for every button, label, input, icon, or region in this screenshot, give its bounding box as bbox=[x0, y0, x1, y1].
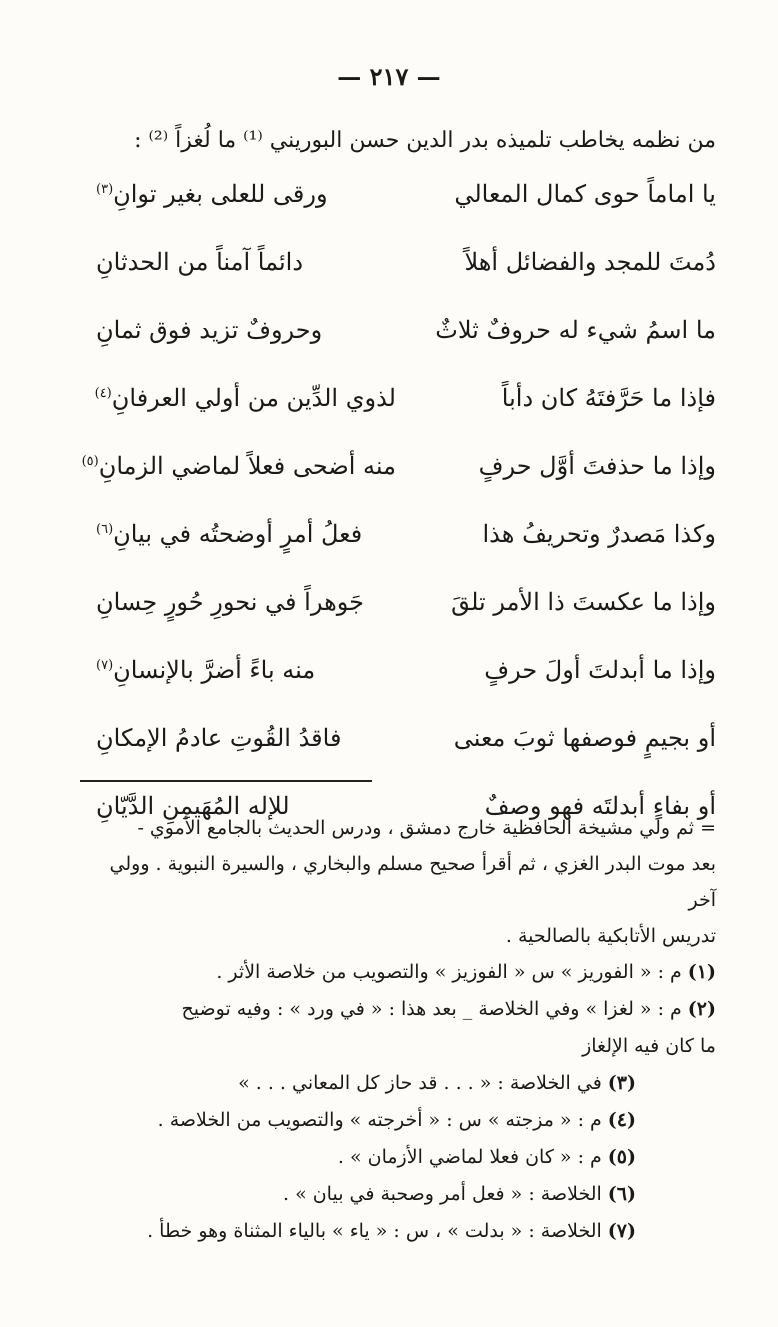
verse bbox=[96, 248, 716, 316]
footnote-text: م : « الفوريز » س « الفوزيز » والتصويب من خلاصة الأثر . bbox=[216, 961, 682, 983]
footnote-text: م : « مزجته » س : « أخرجته » والتصويب من الخلاصة . bbox=[157, 1109, 602, 1131]
poem bbox=[81, 180, 716, 860]
verse-second-hemistich: فاقدُ القُوتِ عادمُ الإمكانِ bbox=[96, 724, 342, 752]
footnote bbox=[96, 1065, 716, 1102]
verse-second-hemistich: للإله المُهَيمِنِ الدَّيّانِ bbox=[96, 792, 290, 820]
verse-first-hemistich: وإذا ما أبدلتَ أولَ حرفٍ bbox=[484, 656, 716, 684]
footnote-continuation: ما كان فيه الإلغاز bbox=[582, 1035, 716, 1057]
footnote bbox=[96, 1139, 716, 1176]
verse-second-hemistich: جَوهراً في نحورِ حُورٍ حِسانِ bbox=[96, 588, 364, 616]
verse-first-hemistich: أو بجيمٍ فوصفها ثوبَ معنى bbox=[453, 724, 716, 752]
verse-second-hemistich: فعلُ أمرٍ أوضحتُه في بيانِ$^{(٦)}$ bbox=[96, 520, 363, 548]
footnotes bbox=[96, 810, 716, 1250]
verse-first-hemistich: ما اسمُ شيء له حروفٌ ثلاثٌ bbox=[435, 316, 716, 344]
verse-second-hemistich: وحروفٌ تزيد فوق ثمانِ bbox=[96, 316, 323, 344]
verse bbox=[96, 180, 716, 248]
footnote-number: (٤) bbox=[607, 1109, 636, 1131]
footnote bbox=[96, 991, 716, 1028]
footnote-number: (٦) bbox=[607, 1183, 636, 1205]
intro-line: من نظمه يخاطب تلميذه بدر الدين حسن البوريني ⁽¹⁾ ما لُغزاً ⁽²⁾ : bbox=[134, 128, 716, 153]
verse bbox=[81, 452, 716, 520]
footnote bbox=[96, 1213, 716, 1250]
footnote-ref: (٤) bbox=[94, 386, 112, 401]
continued-note-line: تدريس الأتابكية بالصالحية . bbox=[505, 925, 716, 947]
footnote-ref: (٦) bbox=[96, 522, 114, 537]
footnote-ref: (٥) bbox=[81, 454, 99, 469]
footnote-text: في الخلاصة : « . . . قد حاز كل المعاني . . . » bbox=[238, 1072, 602, 1094]
verse bbox=[96, 520, 716, 588]
verse bbox=[96, 384, 716, 452]
verse bbox=[96, 656, 716, 724]
verse-second-hemistich: ورقى للعلى بغير توانِ$^{(٣)}$ bbox=[96, 180, 328, 208]
footnote-divider bbox=[80, 780, 372, 782]
continued-note-line: بعد موت البدر الغزي ، ثم أقرأ صحيح مسلم والبخاري ، والسيرة النبوية . وولي آخر bbox=[109, 853, 716, 911]
footnote-number: (٣) bbox=[607, 1072, 636, 1094]
footnote-text: م : « كان فعلا لماضي الأزمان » . bbox=[337, 1146, 602, 1168]
verse-first-hemistich: يا اماماً حوى كمال المعالي bbox=[454, 180, 716, 208]
footnote-text: الخلاصة : « فعل أمر وصحبة في بيان » . bbox=[282, 1183, 602, 1205]
verse-first-hemistich: وإذا ما حذفتَ أوَّل حرفٍ bbox=[478, 452, 716, 480]
verse-first-hemistich: وكذا مَصدرٌ وتحريفُ هذا bbox=[482, 520, 716, 548]
verse bbox=[96, 588, 716, 656]
verse-first-hemistich: وإذا ما عكستَ ذا الأمر تلقَ bbox=[451, 588, 716, 616]
footnote-number: (٢) bbox=[687, 998, 716, 1020]
footnote bbox=[96, 1176, 716, 1213]
footnote-number: (٥) bbox=[607, 1146, 636, 1168]
footnote-ref: (٣) bbox=[96, 182, 114, 197]
continued-note-line: = ثم ولي مشيخة الحافظية خارج دمشق ، ودرس الحديث بالجامع الأموي - bbox=[137, 817, 716, 839]
verse-second-hemistich: دائماً آمناً من الحدثانِ bbox=[96, 248, 303, 276]
verse bbox=[96, 316, 716, 384]
verse-second-hemistich: منه أضحى فعلاً لماضي الزمانِ$^{(٥)}$ bbox=[81, 452, 396, 480]
footnote bbox=[96, 954, 716, 991]
verse-first-hemistich: أو بفاءٍ أبدلتَه فهو وصفٌ bbox=[484, 792, 716, 820]
verse-second-hemistich: منه باءً أضرَّ بالإنسانِ$^{(٧)}$ bbox=[96, 656, 316, 684]
footnote-number: (٧) bbox=[607, 1220, 636, 1242]
page-number: — ٢١٧ — bbox=[337, 62, 441, 91]
verse-second-hemistich: لذوي الدِّين من أولي العرفانِ$^{(٤)}$ bbox=[94, 384, 396, 412]
footnote-number: (١) bbox=[687, 961, 716, 983]
footnote-text: الخلاصة : « بدلت » ، س : « ياء » بالياء المثناة وهو خطأ . bbox=[147, 1220, 602, 1242]
footnote bbox=[96, 1102, 716, 1139]
verse-first-hemistich: دُمتَ للمجد والفضائل أهلاً bbox=[464, 248, 716, 276]
verse-first-hemistich: فإذا ما حَرَّفتَهُ كان دأباً bbox=[501, 384, 716, 412]
footnote-text: م : « لغزا » وفي الخلاصة _ بعد هذا : « في ورد » : وفيه توضيح bbox=[181, 998, 682, 1020]
footnote-ref: (٧) bbox=[96, 658, 114, 673]
